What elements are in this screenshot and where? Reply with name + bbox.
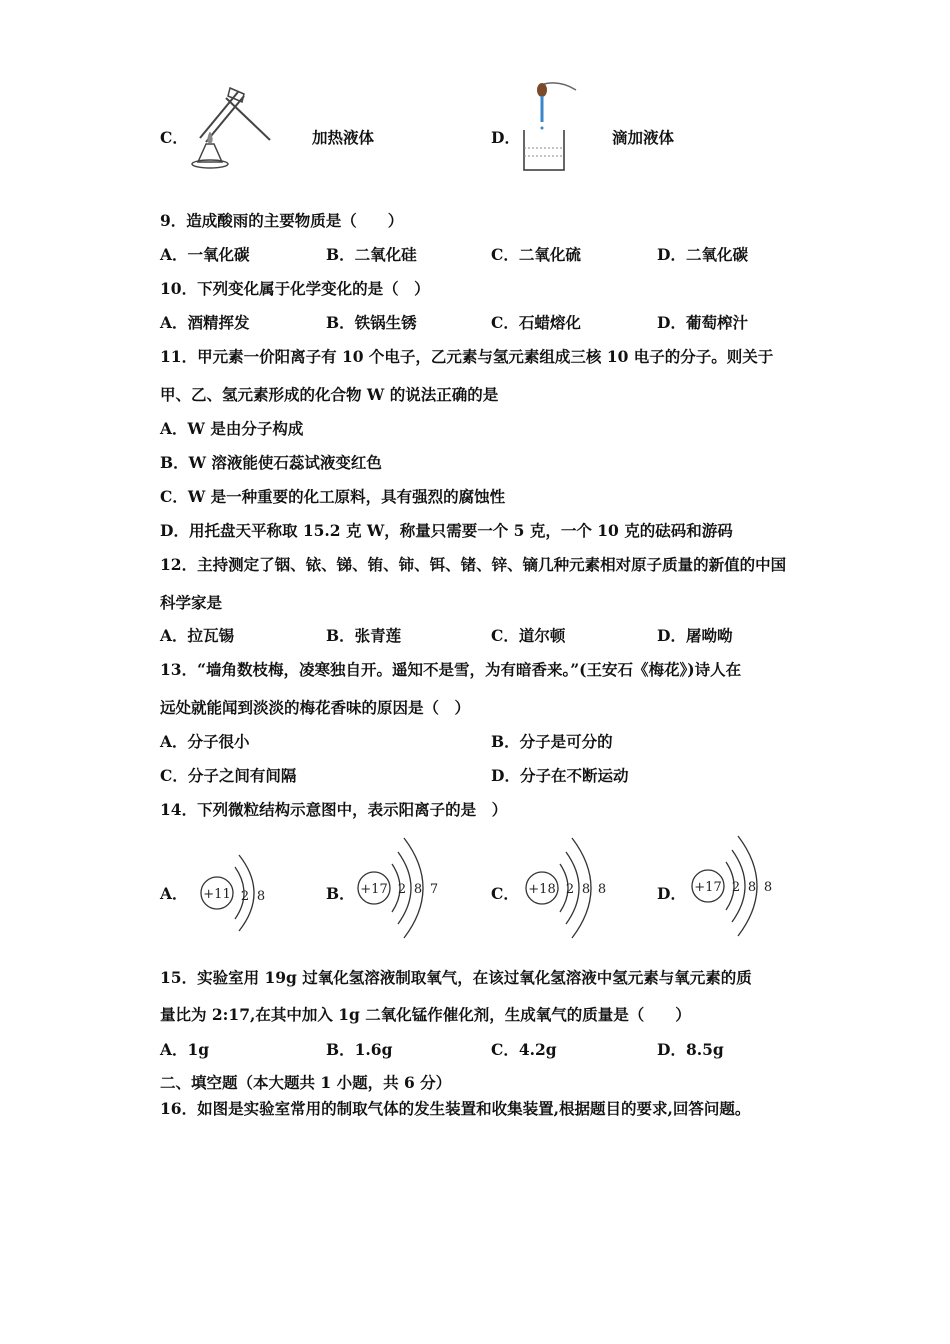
heating-liquid-image <box>186 84 276 172</box>
q12-option-a: A．拉瓦锡 <box>160 626 235 645</box>
atom-b-nucleus: +17 <box>360 882 388 897</box>
q13-stem-line2: 远处就能闻到淡淡的梅花香味的原因是（ ） <box>160 698 471 717</box>
section-heading: 二、填空题（本大题共 1 小题，共 6 分） <box>160 1073 452 1092</box>
q13-option-b: B．分子是可分的 <box>491 732 613 751</box>
q13-option-a: A．分子很小 <box>160 732 250 751</box>
q12-option-b: B．张青莲 <box>326 626 402 645</box>
atom-a-shell-2: 8 <box>256 889 266 904</box>
q15-option-a: A．1g <box>160 1040 210 1059</box>
atom-d-shell-2: 8 <box>747 880 757 895</box>
atom-diagram-d <box>686 830 786 942</box>
q9-option-c: C．二氧化硫 <box>491 245 581 264</box>
atom-diagram-a <box>195 845 285 940</box>
q12-option-d: D．屠呦呦 <box>657 626 733 645</box>
q15-option-c: C．4.2g <box>491 1040 557 1059</box>
q8-option-c-text: 加热液体 <box>312 128 375 147</box>
q8-option-d-letter: D． <box>491 128 520 147</box>
atom-diagram-b <box>352 832 452 944</box>
atom-d-nucleus: +17 <box>694 880 722 895</box>
q12-stem-line2: 科学家是 <box>160 593 223 612</box>
q15-option-b: B．1.6g <box>326 1040 393 1059</box>
q9-option-d: D．二氧化碳 <box>657 245 748 264</box>
atom-c-shell-3: 8 <box>597 882 607 897</box>
atom-c-shell-2: 8 <box>581 882 591 897</box>
q11-option-b: B．W 溶液能使石蕊试液变红色 <box>160 453 382 472</box>
q15-stem-line1: 15．实验室用 19g 过氧化氢溶液制取氧气，在该过氧化氢溶液中氢元素与氧元素的质 <box>160 968 752 987</box>
q11-stem-line1: 11．甲元素一价阳离子有 10 个电子，乙元素与氢元素组成三核 10 电子的分子。则关于 <box>160 347 774 366</box>
q11-stem-line2: 甲、乙、氢元素形成的化合物 W 的说法正确的是 <box>160 385 499 404</box>
atom-b-shell-2: 8 <box>413 882 423 897</box>
atom-d-shell-1: 2 <box>731 880 741 895</box>
q10-option-b: B．铁锅生锈 <box>326 313 417 332</box>
dropping-liquid-image <box>520 80 580 174</box>
q8-option-d-text: 滴加液体 <box>612 128 675 147</box>
q15-stem-line2: 量比为 2:17,在其中加入 1g 二氧化锰作催化剂，生成氧气的质量是（ ） <box>160 1005 691 1024</box>
q10-option-a: A．酒精挥发 <box>160 313 250 332</box>
atom-c-shell-1: 2 <box>565 882 575 897</box>
q8-option-c-letter: C． <box>160 128 188 147</box>
q15-option-d: D．8.5g <box>657 1040 724 1059</box>
q9-option-a: A．一氧化碳 <box>160 245 250 264</box>
q12-stem-line1: 12．主持测定了铟、铱、锑、铕、铈、铒、锗、锌、镝几种元素相对原子质量的新值的中国 <box>160 555 787 574</box>
q12-option-c: C．道尔顿 <box>491 626 566 645</box>
atom-a-shell-1: 2 <box>240 889 250 904</box>
q14-option-c-letter: C． <box>491 884 519 903</box>
q9-stem: 9．造成酸雨的主要物质是（ ） <box>160 211 404 230</box>
q11-option-a: A．W 是由分子构成 <box>160 419 304 438</box>
q13-option-c: C．分子之间有间隔 <box>160 766 297 785</box>
q10-stem: 10．下列变化属于化学变化的是（ ） <box>160 279 430 298</box>
atom-diagram-c <box>520 832 620 944</box>
atom-c-nucleus: +18 <box>528 882 556 897</box>
q13-option-d: D．分子在不断运动 <box>491 766 629 785</box>
q11-option-d: D．用托盘天平称取 15.2 克 W，称量只需要一个 5 克，一个 10 克的砝码和游码 <box>160 521 733 540</box>
q16-stem: 16．如图是实验室常用的制取气体的发生装置和收集装置,根据题目的要求,回答问题。 <box>160 1099 751 1118</box>
atom-a-nucleus: +11 <box>203 887 231 902</box>
q10-option-d: D．葡萄榨汁 <box>657 313 748 332</box>
atom-d-shell-3: 8 <box>763 880 773 895</box>
q9-option-b: B．二氧化硅 <box>326 245 417 264</box>
q14-stem: 14．下列微粒结构示意图中，表示阳离子的是 ） <box>160 800 508 819</box>
q10-option-c: C．石蜡熔化 <box>491 313 581 332</box>
atom-b-shell-1: 2 <box>397 882 407 897</box>
q14-option-b-letter: B． <box>326 884 355 903</box>
q13-stem-line1: 13．“墙角数枝梅，凌寒独自开。遥知不是雪，为有暗香来。”(王安石《梅花》)诗人在 <box>160 660 742 679</box>
q14-option-d-letter: D． <box>657 884 686 903</box>
atom-b-shell-3: 7 <box>429 882 439 897</box>
q14-option-a-letter: A． <box>160 884 188 903</box>
q11-option-c: C．W 是一种重要的化工原料，具有强烈的腐蚀性 <box>160 487 506 506</box>
